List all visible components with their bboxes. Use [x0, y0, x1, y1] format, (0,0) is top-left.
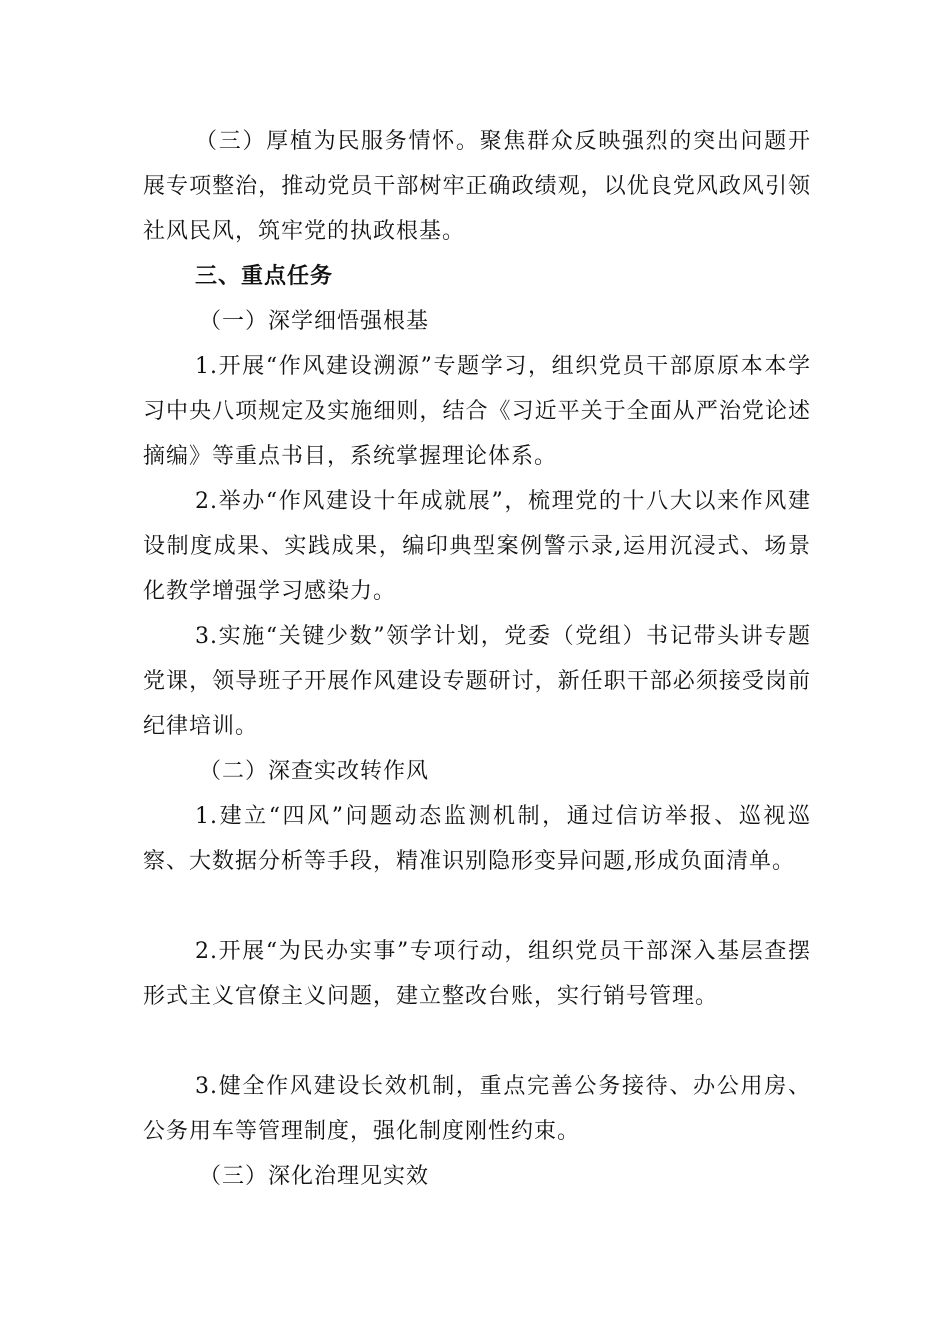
document-body [143, 119, 811, 1199]
item-study-3: 3.实施“关键少数”领学计划，党委（党组）书记带头讲专题党课，领导班子开展作风建设专题研讨，新任职干部必须接受岗前纪律培训。 [143, 624, 811, 739]
subsection-heading-governance: （三）深化治理见实效 [199, 1164, 430, 1189]
item-study-2: 2.举办“作风建设十年成就展”，梳理党的十八大以来作风建设制度成果、实践成果，编印典型案例警示录,运用沉浸式、场景化教学增强学习感染力。 [143, 489, 811, 604]
subsection-heading-study: （一）深学细悟强根基 [199, 309, 430, 334]
item-rectify-2: 2.开展“为民办实事”专项行动，组织党员干部深入基层查摆形式主义官僚主义问题，建立整改台账，实行销号管理。 [143, 939, 811, 1009]
paragraph-serve-the-people: （三）厚植为民服务情怀。聚焦群众反映强烈的突出问题开展专项整治，推动党员干部树牢正确政绩观，以优良党风政风引领社风民风，筑牢党的执政根基。 [143, 129, 811, 244]
subsection-heading-rectify: （二）深查实改转作风 [199, 759, 430, 784]
item-study-1: 1.开展“作风建设溯源”专题学习，组织党员干部原原本本学习中央八项规定及实施细则，结合《习近平关于全面从严治党论述摘编》等重点书目，系统掌握理论体系。 [143, 354, 811, 469]
section-heading-key-tasks: 三、重点任务 [195, 264, 334, 289]
item-rectify-3: 3.健全作风建设长效机制，重点完善公务接待、办公用房、公务用车等管理制度，强化制度刚性约束。 [143, 1074, 811, 1144]
item-rectify-1: 1.建立“四风”问题动态监测机制，通过信访举报、巡视巡察、大数据分析等手段，精准识别隐形变异问题,形成负面清单。 [143, 804, 811, 874]
